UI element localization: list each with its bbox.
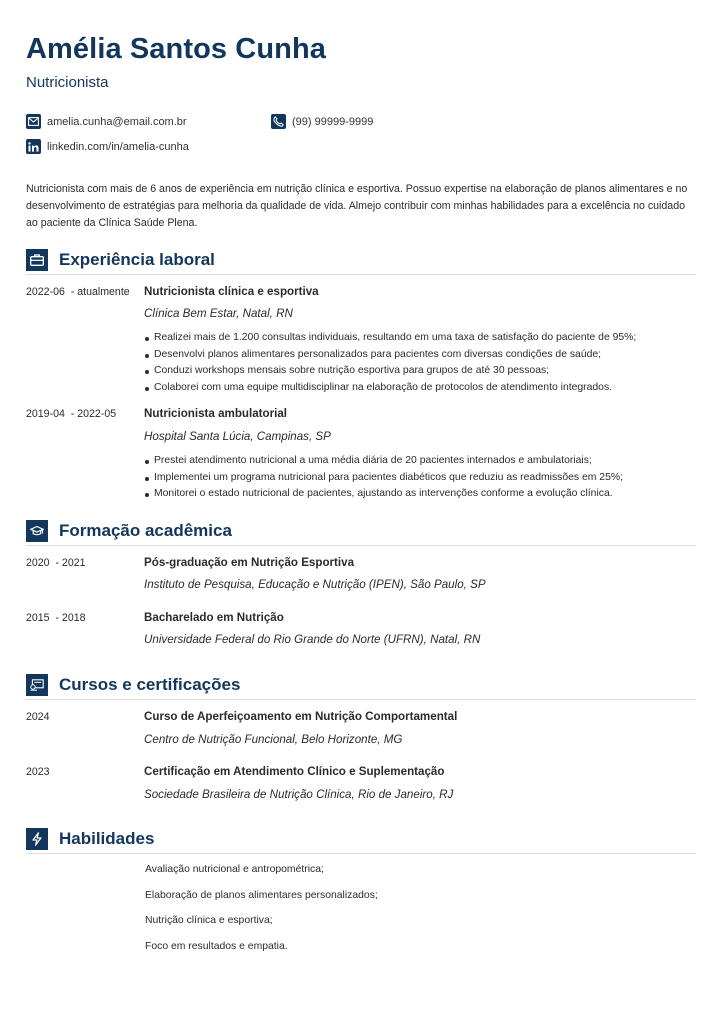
- phone-icon: [271, 114, 286, 129]
- experience-1-title: Nutricionista clínica e esportiva: [144, 285, 319, 298]
- course-1-date: 2024: [26, 711, 50, 723]
- experience-2-date: 2019-04 - 2022-05: [26, 408, 117, 420]
- list-item: Prestei atendimento nutricional a uma média diária de 20 pacientes internados e ambulatoriais;: [144, 453, 623, 470]
- experience-2-place: Hospital Santa Lúcia, Campinas, SP: [144, 430, 331, 443]
- skill-item: Foco em resultados e empatia.: [145, 941, 288, 952]
- email-text[interactable]: amelia.cunha@email.com.br: [47, 115, 187, 128]
- list-item: Implementei um programa nutricional para pacientes diabéticos que reduziu as readmissões em 25%;: [144, 470, 623, 487]
- candidate-role: Nutricionista: [26, 74, 109, 91]
- section-courses-header: [26, 674, 696, 700]
- education-2-place: Universidade Federal do Rio Grande do Norte (UFRN), Natal, RN: [144, 633, 481, 646]
- section-skills-title: Habilidades: [59, 829, 155, 848]
- section-education-header: [26, 520, 696, 546]
- certificate-icon: [26, 674, 48, 696]
- education-2-date: 2015 - 2018: [26, 612, 86, 624]
- list-item: Conduzi workshops mensais sobre nutrição esportiva para grupos de até 30 pessoas;: [144, 363, 636, 380]
- contact-linkedin[interactable]: [26, 139, 189, 154]
- linkedin-text[interactable]: linkedin.com/in/amelia-cunha: [47, 140, 189, 153]
- list-item: Colaborei com uma equipe multidisciplinar na elaboração de protocolos de atendimento integrados.: [144, 380, 636, 397]
- experience-2-title: Nutricionista ambulatorial: [144, 407, 288, 420]
- candidate-name: Amélia Santos Cunha: [26, 33, 327, 65]
- experience-1-place: Clínica Bem Estar, Natal, RN: [144, 307, 293, 320]
- section-experience-title: Experiência laboral: [59, 250, 215, 269]
- course-2-title: Certificação em Atendimento Clínico e Suplementação: [144, 765, 445, 778]
- education-1-place: Instituto de Pesquisa, Educação e Nutrição (IPEN), São Paulo, SP: [144, 578, 486, 591]
- education-1-date: 2020 - 2021: [26, 557, 86, 569]
- list-item: Monitorei o estado nutricional de pacientes, ajustando as intervenções conforme a evolução clínica.: [144, 486, 623, 503]
- list-item: Desenvolvi planos alimentares personalizados para pacientes com diversas condições de saúde;: [144, 347, 636, 364]
- briefcase-icon: [26, 249, 48, 271]
- list-item: Realizei mais de 1.200 consultas individuais, resultando em uma taxa de satisfação do paciente de 95%;: [144, 330, 636, 347]
- section-skills-header: [26, 828, 696, 854]
- education-2-title: Bacharelado em Nutrição: [144, 611, 284, 624]
- graduation-cap-icon: [26, 520, 48, 542]
- professional-summary: Nutricionista com mais de 6 anos de experiência em nutrição clínica e esportiva. Possuo expertise na elaboração de planos alimentares e no desenvolvimento de estratégias para melhoria da qualidade de vida. Almejo contribuir com minhas habilidades para a excelência no cuidado ao paciente da Clínica Saúde Plena.: [26, 183, 688, 229]
- linkedin-icon: [26, 139, 41, 154]
- experience-1-date: 2022-06 - atualmente: [26, 286, 130, 298]
- course-1-place: Centro de Nutrição Funcional, Belo Horizonte, MG: [144, 733, 403, 746]
- mail-icon: [26, 114, 41, 129]
- education-1-title: Pós-graduação em Nutrição Esportiva: [144, 556, 355, 569]
- skill-item: Nutrição clínica e esportiva;: [145, 915, 273, 926]
- section-courses-title: Cursos e certificações: [59, 675, 241, 694]
- phone-text[interactable]: (99) 99999-9999: [292, 115, 374, 128]
- skill-item: Elaboração de planos alimentares personalizados;: [145, 890, 378, 901]
- skill-item: Avaliação nutricional e antropométrica;: [145, 864, 324, 875]
- section-education-title: Formação acadêmica: [59, 521, 232, 540]
- section-experience-header: [26, 249, 696, 275]
- course-2-date: 2023: [26, 766, 50, 778]
- experience-2-bullets: [144, 453, 623, 503]
- experience-1-bullets: [144, 330, 636, 397]
- contact-phone[interactable]: [271, 114, 373, 129]
- contact-email[interactable]: [26, 114, 187, 129]
- lightning-icon: [26, 828, 48, 850]
- course-1-title: Curso de Aperfeiçoamento em Nutrição Comportamental: [144, 710, 458, 723]
- course-2-place: Sociedade Brasileira de Nutrição Clínica, Rio de Janeiro, RJ: [144, 788, 454, 801]
